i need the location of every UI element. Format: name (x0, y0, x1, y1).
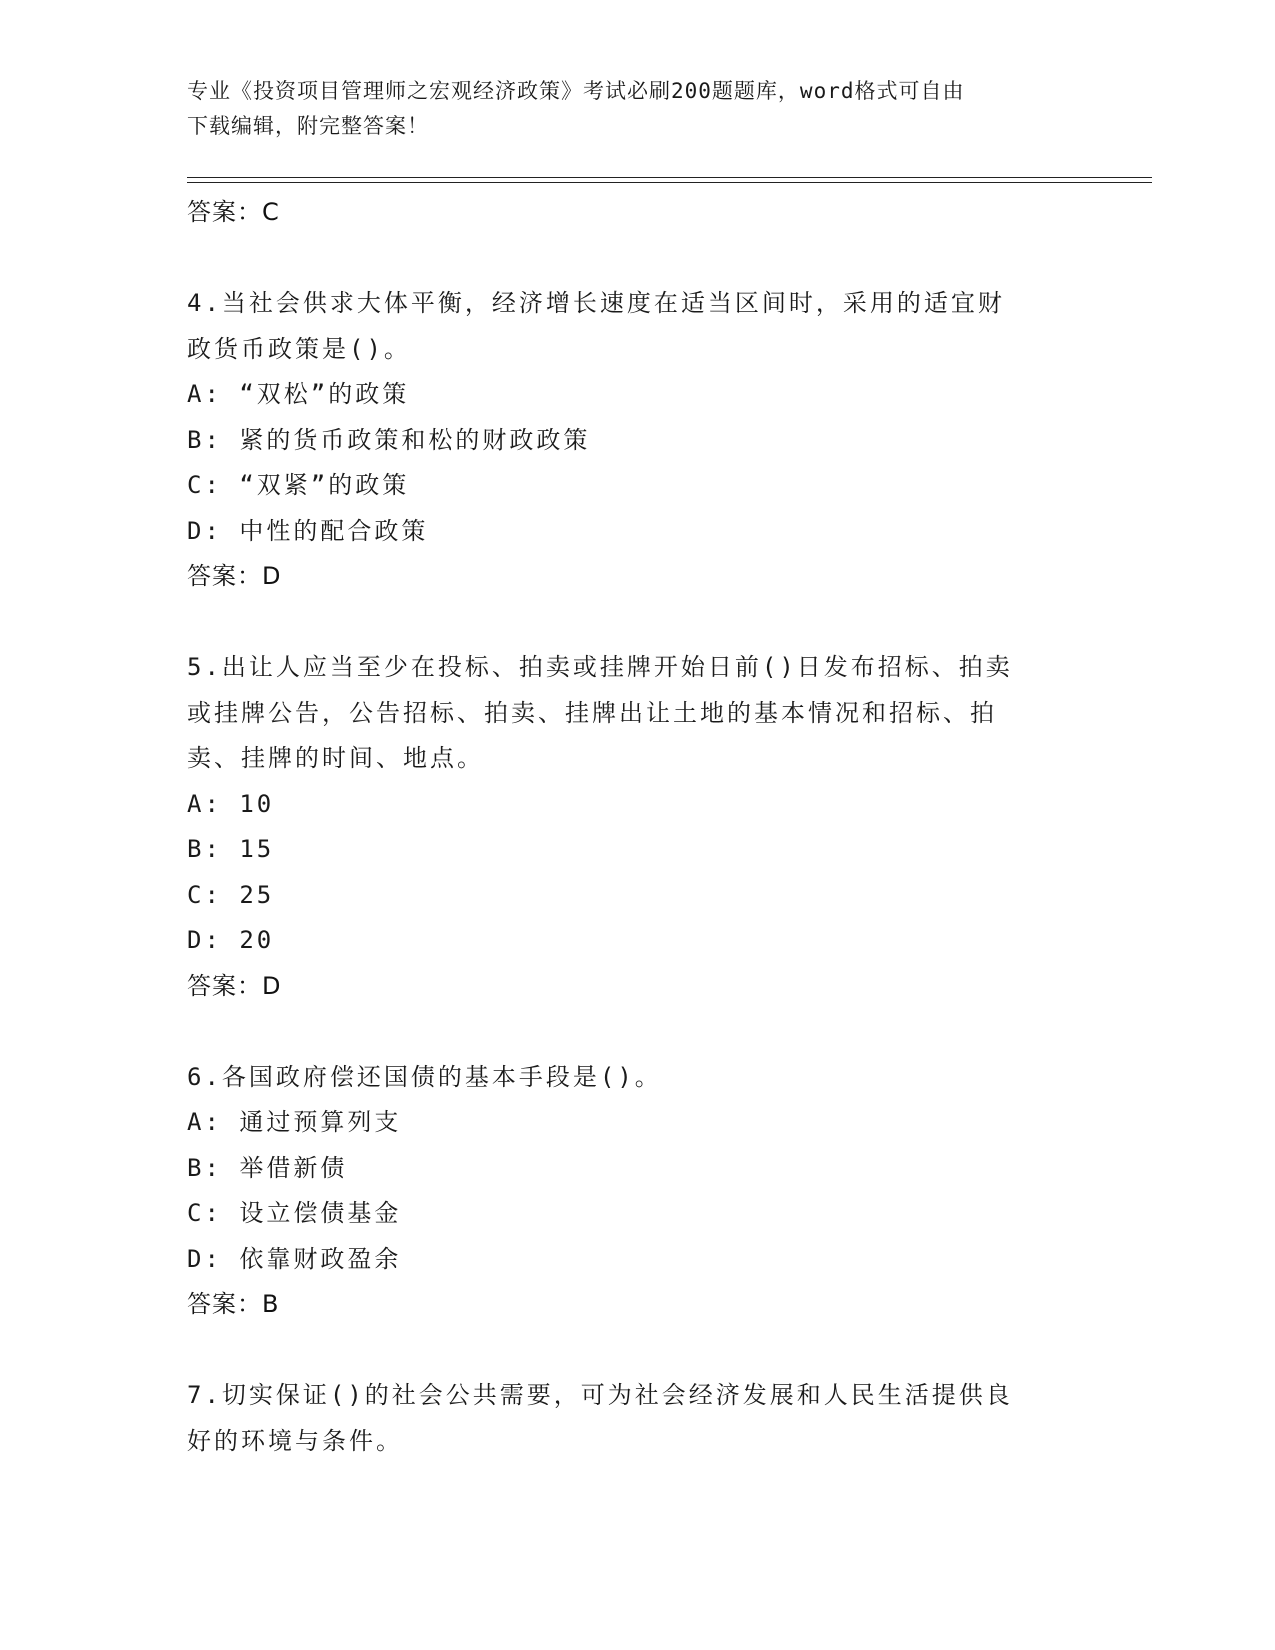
spacer (187, 236, 1087, 282)
option-a: A: 通过预算列支 (187, 1108, 402, 1136)
spacer (187, 600, 1087, 646)
spacer (187, 1328, 1087, 1374)
question-text-line: 或挂牌公告，公告招标、拍卖、挂牌出让土地的基本情况和招标、拍 (187, 698, 997, 727)
previous-answer: 答案：C (187, 198, 280, 226)
header-line-2: 下载编辑，附完整答案！ (187, 114, 429, 138)
question-text-line: 好的环境与条件。 (187, 1426, 403, 1455)
header-divider-top (187, 177, 1152, 178)
option-c: C: 设立偿债基金 (187, 1199, 402, 1227)
question-text-line: 4.当社会供求大体平衡，经济增长速度在适当区间时，采用的适宜财 (187, 289, 1005, 317)
answer-line: 答案：D (187, 562, 282, 590)
option-b: B: 紧的货币政策和松的财政政策 (187, 425, 591, 454)
option-b: B: 举借新债 (187, 1153, 348, 1182)
question-block (187, 281, 1087, 600)
header-line-1: 专业《投资项目管理师之宏观经济政策》考试必刷200题题库，word格式可自由 (187, 79, 965, 103)
answer-line: 答案：D (187, 971, 282, 1000)
option-d: D: 中性的配合政策 (187, 516, 429, 545)
option-d: D: 依靠财政盈余 (187, 1244, 402, 1273)
document-header (187, 74, 1067, 144)
question-block (187, 1373, 1087, 1464)
question-text-line: 卖、挂牌的时间、地点。 (187, 744, 484, 772)
option-b: B: 15 (187, 835, 275, 863)
option-a: A: 10 (187, 789, 275, 818)
question-text-line: 7.切实保证()的社会公共需要，可为社会经济发展和人民生活提供良 (187, 1381, 1013, 1409)
question-text-line: 5.出让人应当至少在投标、拍卖或挂牌开始日前()日发布招标、拍卖 (187, 653, 1013, 681)
question-text-line: 政货币政策是()。 (187, 334, 411, 363)
spacer (187, 1009, 1087, 1055)
answer-line: 答案：B (187, 1290, 280, 1318)
option-c: C: 25 (187, 880, 275, 909)
question-text-line: 6.各国政府偿还国债的基本手段是()。 (187, 1062, 662, 1091)
option-a: A: “双松”的政策 (187, 380, 410, 408)
document-body (187, 190, 1087, 1464)
header-divider-bottom (187, 182, 1152, 183)
question-block (187, 1055, 1087, 1328)
option-d: D: 20 (187, 926, 275, 954)
option-c: C: “双紧”的政策 (187, 471, 410, 499)
question-block (187, 645, 1087, 1009)
